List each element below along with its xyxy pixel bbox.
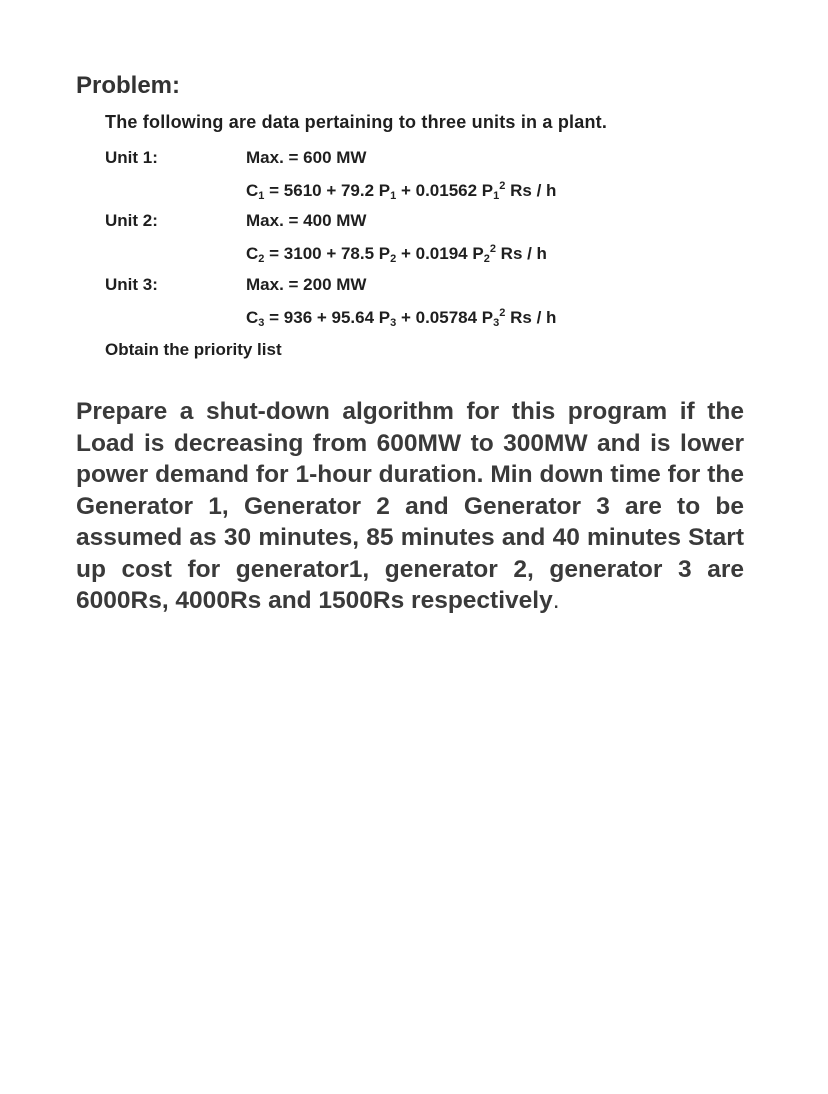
unit-1-label: Unit 1: — [105, 148, 158, 167]
task-text: Prepare a shut-down algorithm for this program if the Load is decreasing from 600MW to 300MW and is lower power demand for 1-hour duration. Min down time for the Generator 1, Generator 2 and Generator 3 are to be assumed as 30 minutes, 85 minutes and 40 minutes Start up cost for generator1, generator 2, generator 3 are 6000Rs, 4000Rs and 1500Rs respectively — [76, 398, 744, 614]
unit-2-max: Max. = 400 MW — [246, 211, 367, 230]
problem-heading: Problem: — [76, 72, 181, 99]
unit-3-cost-equation: $C_3 = 936 + 95.64$ $P_3 + 0.05784$ $P_3^2$ Rs / h — [246, 307, 557, 329]
unit-2-label: Unit 2: — [105, 211, 158, 230]
unit-3-max: Max. = 200 MW — [246, 275, 367, 294]
unit-2-cost-equation: $C_2 = 3100 + 78.5$ $P_2 + 0.0194$ $P_2^2$ Rs / h — [246, 243, 547, 265]
task-paragraph — [76, 396, 744, 617]
unit-1-cost-equation: $C_1 = 5610 + 79.2$ $P_1 + 0.01562$ $P_1^2$ Rs / h — [246, 180, 557, 202]
unit-1-max: Max. = 600 MW — [246, 148, 367, 167]
task-period: . — [552, 587, 560, 614]
obtain-instruction: Obtain the priority list — [105, 340, 282, 359]
unit-3-label: Unit 3: — [105, 275, 158, 294]
problem-intro: The following are data pertaining to three units in a plant. — [105, 112, 608, 132]
